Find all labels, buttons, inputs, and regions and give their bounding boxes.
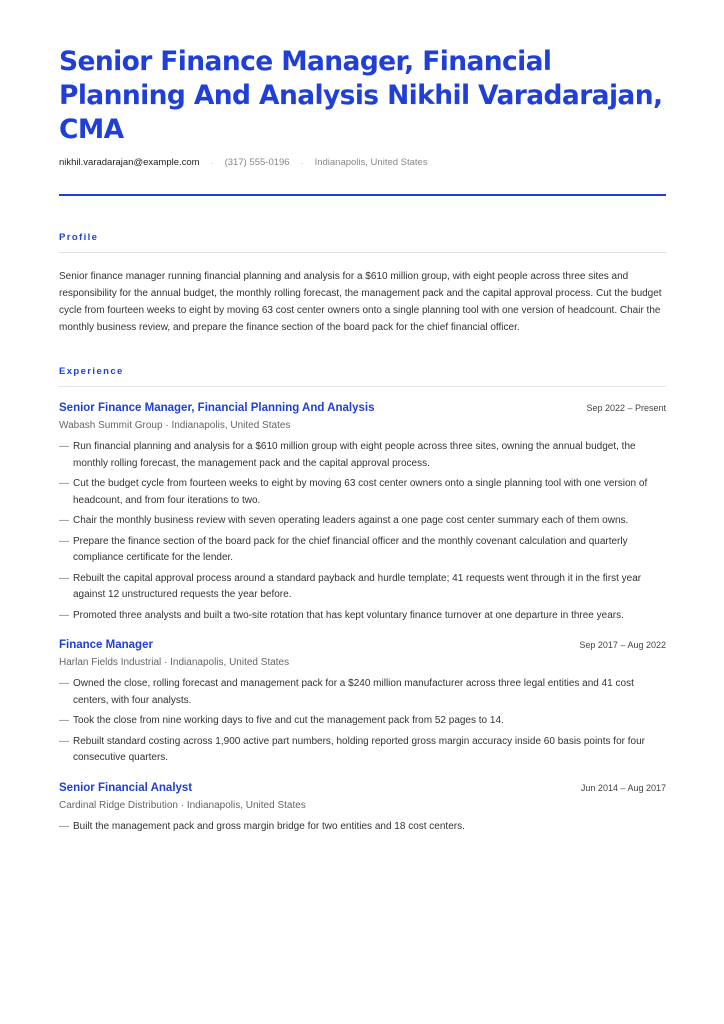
bullet-text: Owned the close, rolling forecast and management pack for a $240 million manufacturer across three legal entities and 41 cost centers, with four analysts. [73,678,634,706]
experience-section [59,366,666,835]
job-entry [59,782,666,836]
job-dates: Jun 2014 – Aug 2017 [580,782,666,793]
phone-text[interactable]: (317) 555-0196 [224,157,290,168]
job-bullet [59,819,666,836]
dash-icon: — [59,515,69,526]
section-title-profile: Profile [59,232,99,243]
resume-page [59,0,666,839]
job-bullet [59,608,666,625]
dash-icon: — [59,478,69,489]
bullet-text: Rebuilt standard costing across 1,900 active part numbers, holding reported gross margin accuracy inside 60 basis points for four consecutive quarters. [73,735,645,763]
dash-icon: — [59,735,69,747]
job-entry [59,402,666,624]
job-title: Senior Finance Manager, Financial Planning And Analysis [59,402,375,414]
job-organization: Cardinal Ridge Distribution · Indianapolis, United States [59,799,306,811]
bullet-text: Took the close from nine working days to five and cut the management pack from 52 pages to 14. [73,715,504,726]
dash-icon: — [59,715,69,726]
job-bullet [59,676,666,709]
page-title: Senior Finance Manager, Financial Planning And Analysis Nikhil Varadarajan, CMA [59,46,663,145]
bullet-text: Prepare the finance section of the board pack for the chief financial officer and the monthly covenant calculation and quarterly compliance certificate for the lender. [73,535,628,563]
email-text[interactable]: nikhil.varadarajan@example.com [59,157,200,168]
bullet-text: Promoted three analysts and built a two-site rotation that has kept voluntary finance turnover at one departure in three years. [73,609,624,621]
bullet-text: Run financial planning and analysis for a $610 million group with eight people across three sites, owning the annual budget, the monthly rolling forecast, the management pack and the capital approval process. [73,441,636,469]
job-organization: Wabash Summit Group · Indianapolis, United States [59,420,291,431]
dash-icon: — [59,820,69,832]
job-title: Finance Manager [59,639,153,651]
job-bullets [59,676,666,767]
job-bullet [59,713,666,730]
location-text: Indianapolis, United States [314,157,428,168]
job-bullet [59,571,666,604]
job-dates: Sep 2017 – Aug 2022 [579,640,666,650]
dash-icon: — [59,678,69,689]
job-organization: Harlan Fields Industrial · Indianapolis, United States [59,657,290,668]
bullet-text: Cut the budget cycle from fourteen weeks to eight by moving 63 cost center owners onto a single planning tool with one version of headcount, and from four iterations to two. [73,478,648,506]
bullet-text: Built the management pack and gross margin bridge for two entities and 18 cost centers. [73,820,465,832]
job-list [59,402,666,835]
contact-line [59,157,666,168]
job-bullet [59,534,666,567]
job-dates: Sep 2022 – Present [586,403,666,413]
contact-separator: · [210,157,214,168]
profile-text: Senior finance manager running financial planning and analysis for a $610 million group, with eight people across three sites and responsibility for the annual budget, the monthly rolling forecast, the management pack and the capital approval process. Cut the budget cycle from fourteen weeks to eight by moving 63 cost center owners onto a single planning tool with one version of headcount. Chair the monthly business review, and prepare the finance section of the board pack for the chief financial officer. [59,271,662,333]
job-bullet [59,513,666,530]
profile-section [59,232,666,336]
job-bullet [59,476,666,509]
section-title-experience: Experience [59,366,124,377]
section-divider [59,386,666,387]
dash-icon: — [59,609,69,621]
job-entry [59,639,666,767]
bullet-text: Chair the monthly business review with seven operating leaders against a one page cost center summary each of them owns. [73,515,629,526]
job-bullet [59,439,666,472]
bullet-text: Rebuilt the capital approval process around a standard payback and hurdle template; 41 requests went through it in the first year against 12 unstructured requests the year before. [73,572,642,600]
job-bullet [59,734,666,767]
job-title: Senior Financial Analyst [59,781,193,794]
section-divider [59,252,666,253]
job-bullets [59,439,666,624]
header-divider [59,194,666,196]
contact-separator: · [300,157,304,168]
dash-icon: — [59,572,69,584]
dash-icon: — [59,535,69,547]
job-bullets [59,819,666,836]
dash-icon: — [59,441,69,452]
